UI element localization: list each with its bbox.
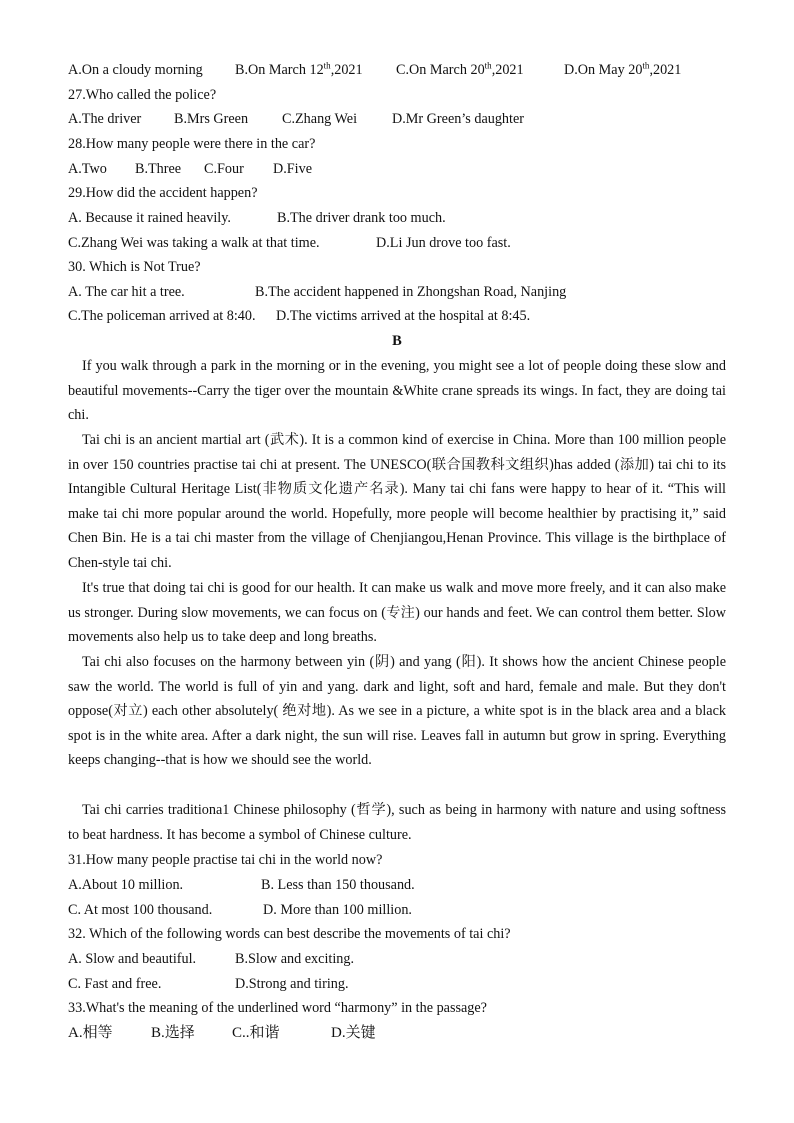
q33-question: 33.What's the meaning of the underlined word “harmony” in the passage? [68, 1000, 487, 1016]
q33-option-a: A.相等 [68, 1025, 113, 1041]
q30-options-row1 [68, 282, 728, 302]
passage-paragraph-2: Tai chi is an ancient martial art (武术). It is a common kind of exercise in China. More than 100 million people in over 150 countries practise tai chi at present. The UNESCO(联合国教科文组织)has added (添加) tai chi to its Intangible Cultural Heritage List(非物质文化遗产名录). Many tai chi fans were happy to hear of it. “This will make tai chi more popular around the world. Hopefully, more people will become healthier by practising it,” said Chen Bin. He is a tai chi master from the village of Chenjiangou,Henan Province. This village is the birthplace of Chen-style tai chi. [68, 432, 726, 571]
q26-option-b: B.On March 12th,2021 [235, 60, 363, 78]
passage-paragraph-4: Tai chi also focuses on the harmony between yin (阴) and yang (阳). It shows how the ancient Chinese people saw the world. The world is full of yin and yang. dark and light, soft and hard, female and male. But they don't oppose(对立) each other absolutely( 绝对地). As we see in a picture, a white spot is in the black area and a black spot is in the white area. After a dark night, the sun will rise. Leaves fall in autumn but grow in spring. Everything keeps changing--that is how we should see the world. [68, 654, 726, 769]
q26-option-c: C.On March 20th,2021 [396, 60, 524, 78]
q27-option-c: C.Zhang Wei [282, 111, 358, 127]
q27-option-d: D.Mr Green’s daughter [392, 111, 524, 127]
q29-question: 29.How did the accident happen? [68, 185, 258, 201]
q32-option-d: D.Strong and tiring. [235, 976, 349, 992]
q29-option-c: C.Zhang Wei was taking a walk at that time. [68, 235, 320, 251]
q26-option-a: A.On a cloudy morning [68, 62, 203, 78]
q26-option-d: D.On May 20th,2021 [564, 60, 682, 78]
q33-option-d: D.关键 [331, 1025, 376, 1041]
q28-option-c: C.Four [204, 161, 244, 177]
q32-question: 32. Which of the following words can best describe the movements of tai chi? [68, 926, 511, 942]
q30-options-row2 [68, 306, 728, 326]
q33-option-b: B.选择 [151, 1025, 195, 1041]
q31-option-a: A.About 10 million. [68, 877, 184, 893]
q29-options-row2 [68, 233, 728, 253]
q32-options-row1 [68, 949, 728, 969]
q28-option-a: A.Two [68, 161, 107, 177]
q31-options-row1 [68, 875, 728, 895]
q26-options [68, 60, 728, 80]
q28-question: 28.How many people were there in the car? [68, 136, 316, 152]
q31-option-d: D. More than 100 million. [263, 902, 412, 918]
section-b-heading: B [392, 333, 402, 349]
q29-option-d: D.Li Jun drove too fast. [376, 235, 511, 251]
q33-option-c: C..和谐 [232, 1025, 280, 1041]
q32-option-a: A. Slow and beautiful. [68, 951, 197, 967]
passage-paragraph-1: If you walk through a park in the morning or in the evening, you might see a lot of people doing these slow and beautiful movements--Carry the tiger over the mountain &White crane spreads its wings. In fact, they are doing tai chi. [68, 358, 726, 424]
q27-options [68, 109, 728, 129]
q31-question: 31.How many people practise tai chi in the world now? [68, 852, 383, 868]
q31-options-row2 [68, 900, 728, 920]
q29-option-a: A. Because it rained heavily. [68, 210, 231, 226]
passage-paragraph-3: It's true that doing tai chi is good for our health. It can make us walk and move more freely, and it can also make us stronger. During slow movements, we can focus on (专注) our hands and feet. We can control them better. Slow movements also help us to take deep and long breaths. [68, 580, 726, 646]
q27-option-a: A.The driver [68, 111, 142, 127]
q29-options-row1 [68, 208, 728, 228]
q28-option-b: B.Three [135, 161, 182, 177]
q28-option-d: D.Five [273, 161, 313, 177]
q30-option-d: D.The victims arrived at the hospital at 8:45. [276, 308, 531, 324]
q31-option-b: B. Less than 150 thousand. [261, 877, 415, 893]
q33-options [68, 1023, 728, 1043]
q32-option-c: C. Fast and free. [68, 976, 162, 992]
passage-paragraph-5: Tai chi carries traditiona1 Chinese philosophy (哲学), such as being in harmony with nature and using softness to beat hardness. It has become a symbol of Chinese culture. [68, 802, 726, 843]
q30-option-c: C.The policeman arrived at 8:40. [68, 308, 256, 324]
q32-options-row2 [68, 974, 728, 994]
q30-option-a: A. The car hit a tree. [68, 284, 185, 300]
q31-option-c: C. At most 100 thousand. [68, 902, 213, 918]
q32-option-b: B.Slow and exciting. [235, 951, 355, 967]
q30-option-b: B.The accident happened in Zhongshan Road, Nanjing [255, 284, 567, 300]
q27-option-b: B.Mrs Green [174, 111, 249, 127]
q28-options [68, 159, 728, 179]
q29-option-b: B.The driver drank too much. [277, 210, 446, 226]
q30-question: 30. Which is Not True? [68, 259, 201, 275]
q27-question: 27.Who called the police? [68, 87, 217, 103]
